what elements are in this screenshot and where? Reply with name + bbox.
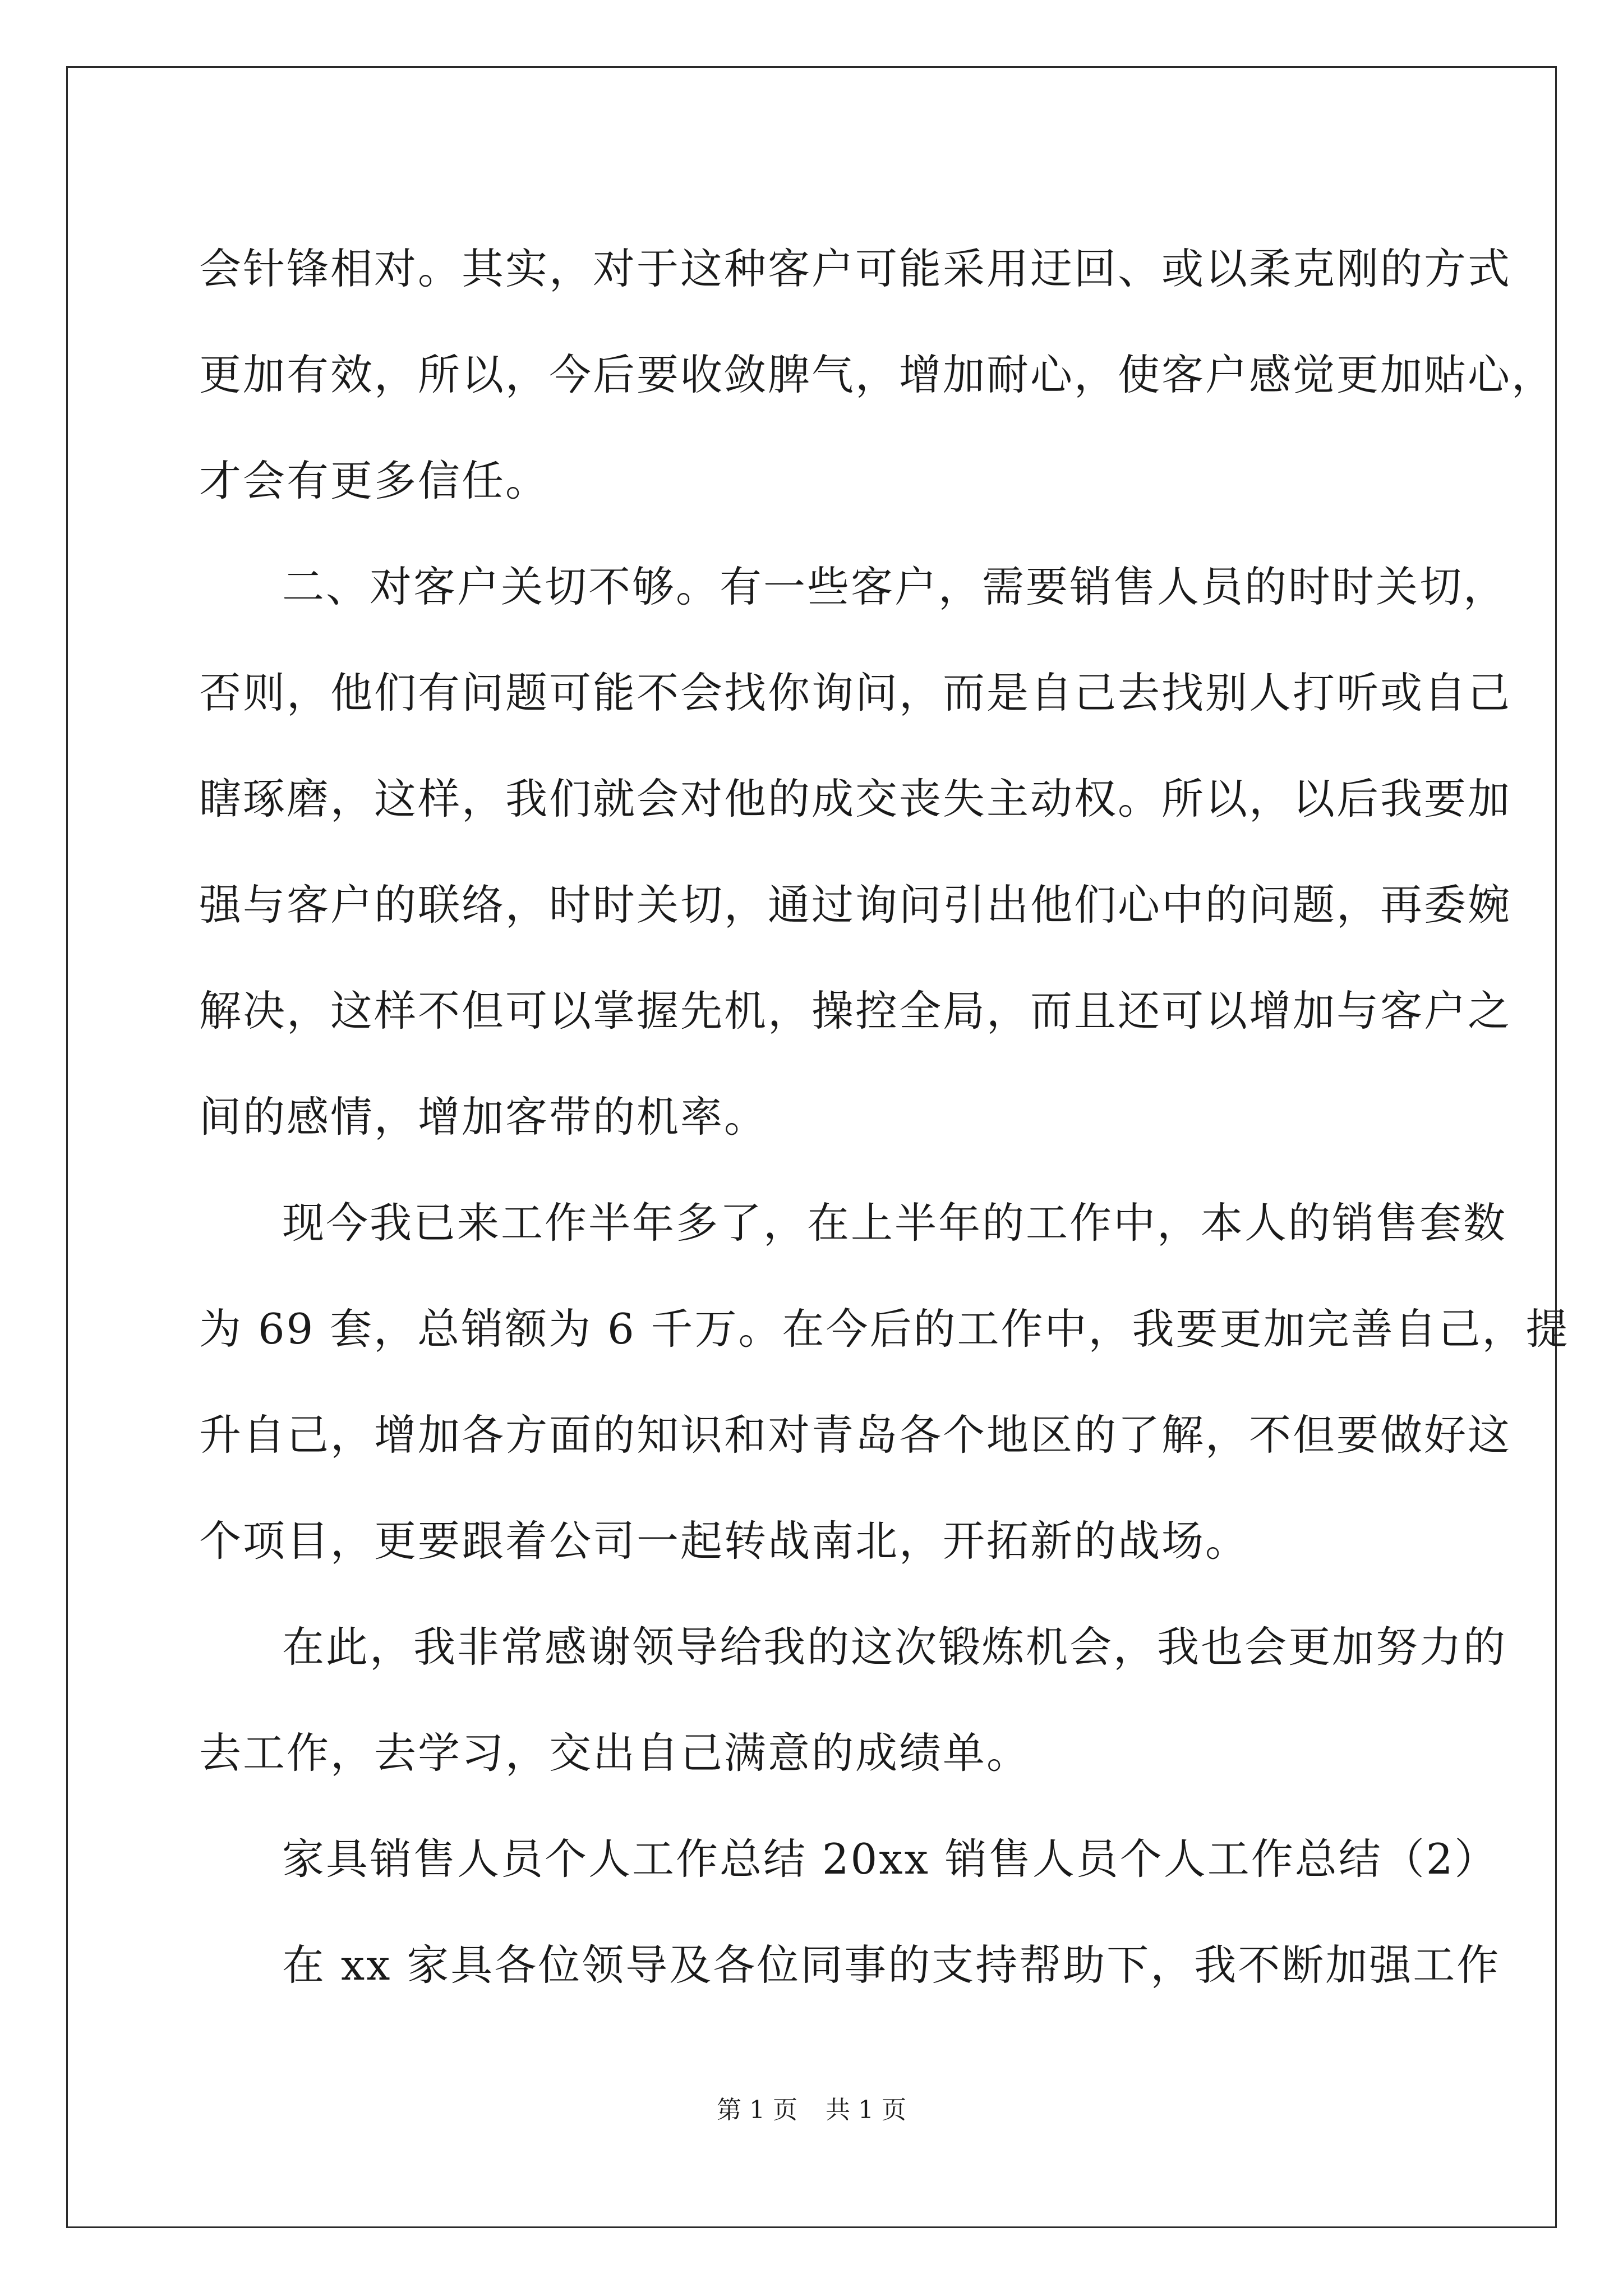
paragraph-start: 二、对客户关切不够。有一些客户，需要销售人员的时时关切，: [282, 562, 1507, 611]
paragraph-start: 在 xx 家具各位领导及各位同事的支持帮助下，我不断加强工作: [282, 1940, 1501, 1990]
text-line: 否则，他们有问题可能不会找你询问，而是自己去找别人打听或自己: [199, 668, 1512, 717]
page-footer: [0, 2090, 1623, 2125]
page-number: 第 1 页: [717, 2096, 797, 2124]
paragraph-start: 现今我已来工作半年多了，在上半年的工作中，本人的销售套数: [282, 1198, 1507, 1248]
text-line: 升自己，增加各方面的知识和对青岛各个地区的了解，不但要做好这: [199, 1410, 1512, 1460]
page-total: 共 1 页: [826, 2096, 906, 2124]
text-line: 强与客户的联络，时时关切，通过询问引出他们心中的问题，再委婉: [199, 880, 1512, 930]
text-line: 个项目，更要跟着公司一起转战南北，开拓新的战场。: [199, 1516, 1249, 1566]
text-line: 会针锋相对。其实，对于这种客户可能采用迂回、或以柔克刚的方式: [199, 244, 1512, 293]
text-line: 瞎琢磨，这样，我们就会对他的成交丧失主动权。所以，以后我要加: [199, 774, 1512, 823]
text-line: 去工作，去学习，交出自己满意的成绩单。: [199, 1728, 1031, 1778]
text-line: 更加有效，所以，今后要收敛脾气，增加耐心，使客户感觉更加贴心，: [199, 350, 1556, 399]
paragraph-start: 在此，我非常感谢领导给我的这次锻炼机会，我也会更加努力的: [282, 1622, 1507, 1672]
section-heading: 家具销售人员个人工作总结 20xx 销售人员个人工作总结（2）: [282, 1834, 1498, 1884]
text-line: 解决，这样不但可以掌握先机，操控全局，而且还可以增加与客户之: [199, 986, 1512, 1036]
text-line: 间的感情，增加客带的机率。: [199, 1092, 768, 1142]
text-line: 为 69 套，总销额为 6 千万。在今后的工作中，我要更加完善自己，提: [199, 1304, 1570, 1354]
document-body: [199, 216, 1570, 2018]
text-line: 才会有更多信任。: [199, 456, 550, 505]
